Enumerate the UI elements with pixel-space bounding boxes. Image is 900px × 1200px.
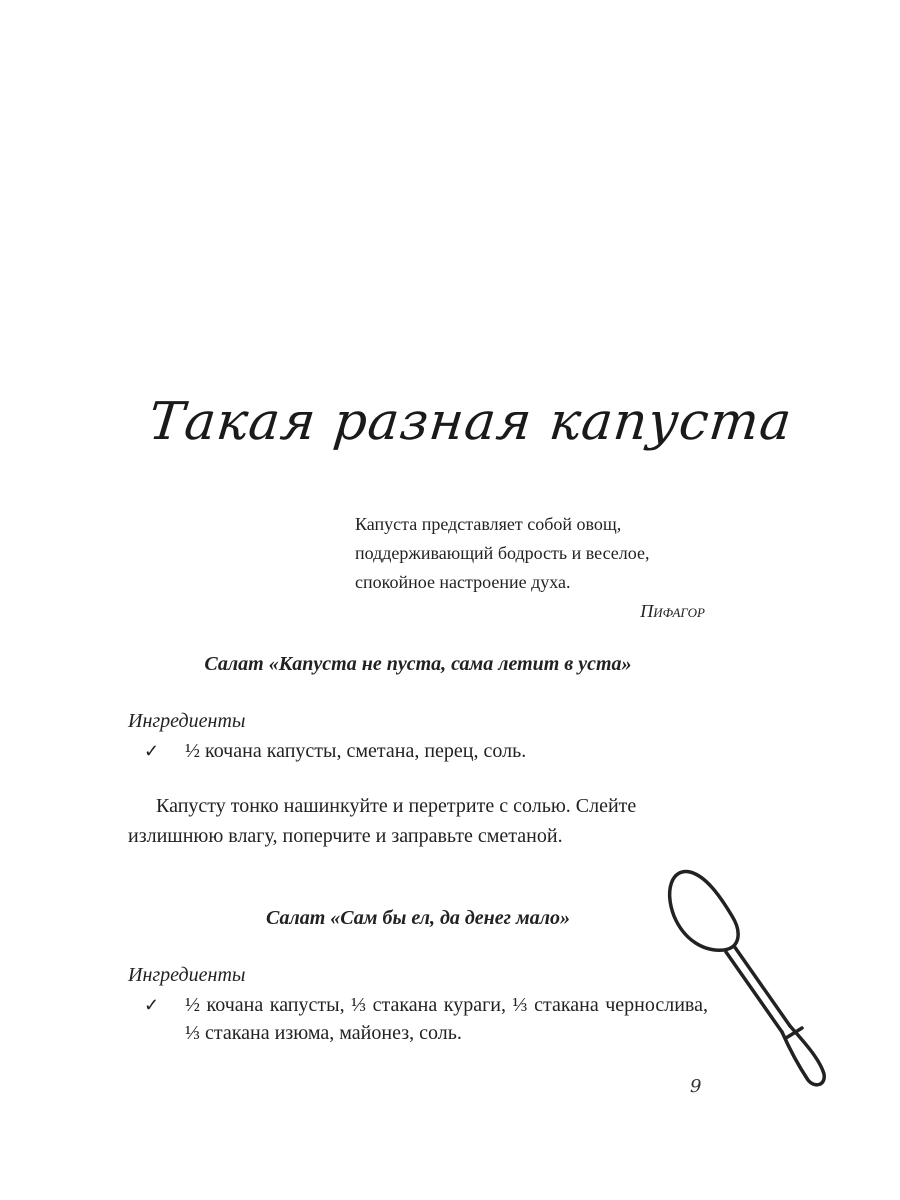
epigraph-line: спокойное настроение духа. [355,572,571,592]
ingredients-label: Ингредиенты [128,710,246,732]
checkmark-icon: ✓ [144,741,160,761]
spoon-icon [650,860,840,1100]
ingredients-text: ½ кочана капусты, сметана, перец, соль. [185,740,527,762]
epigraph-author: Пифагор [640,601,705,621]
chapter-title: Такая разная капуста [145,392,795,452]
recipe-instructions: Капусту тонко нашинкуйте и перетрите с солью. Слейте излишнюю влагу, поперчите и заправьте сметаной. [128,795,637,847]
epigraph-line: Капуста представляет собой овощ, [355,514,622,534]
epigraph-line: поддерживающий бодрость и веселое, [355,543,650,563]
ingredients-text: ½ кочана капусты, ⅓ стакана кураги, ⅓ стакана чернослива, ⅓ стакана изюма, майонез, соль. [185,994,708,1044]
ingredient-list-item [128,737,708,765]
epigraph [355,510,705,626]
page-number: 9 [690,1076,702,1097]
checkmark-icon: ✓ [144,995,160,1015]
recipe-title: Салат «Сам бы ел, да денег мало» [265,907,571,929]
recipe-title: Салат «Капуста не пуста, сама летит в уста» [204,653,632,675]
ingredient-list-item [128,991,708,1047]
ingredients-label: Ингредиенты [128,964,246,986]
